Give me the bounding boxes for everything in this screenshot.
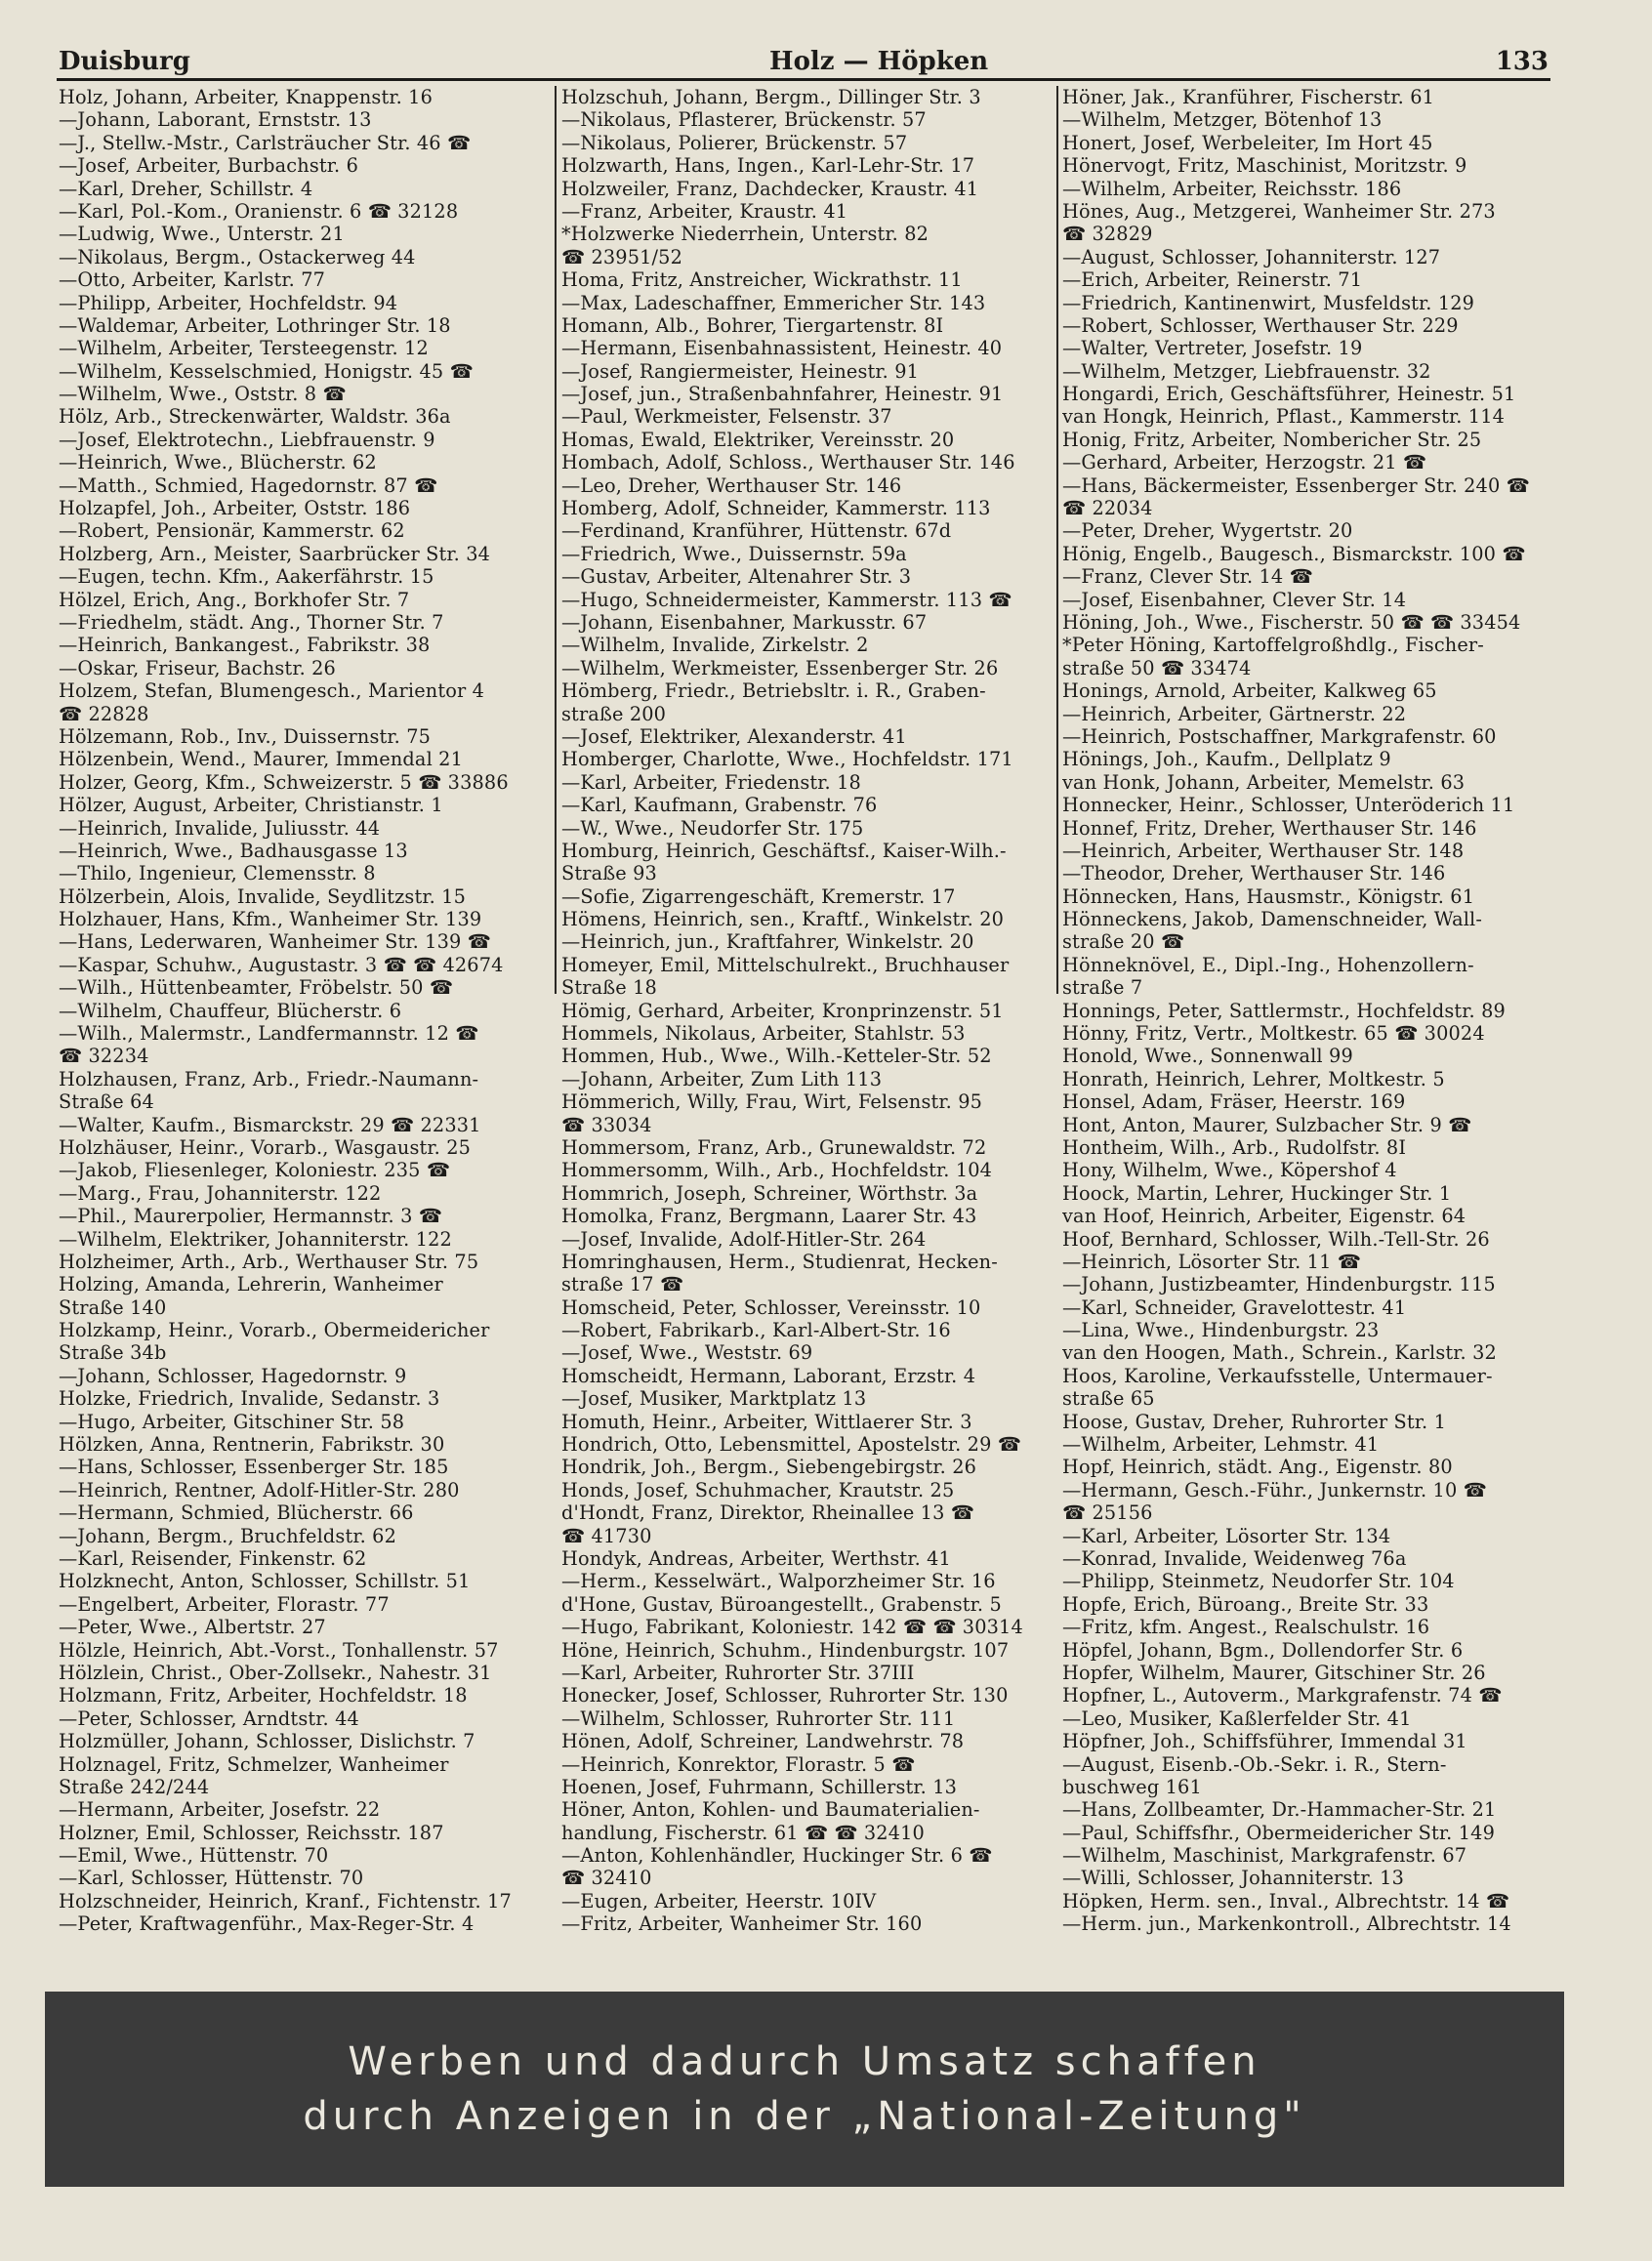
- directory-entry: —Karl, Reisender, Finkenstr. 62: [59, 1547, 367, 1570]
- directory-entry: Hönnecken, Hans, Hausmstr., Königstr. 61: [1062, 884, 1475, 908]
- directory-entry: Straße 93: [561, 862, 657, 885]
- directory-entry: —August, Schlosser, Johanniterstr. 127: [1062, 245, 1441, 268]
- directory-entry: —Ferdinand, Kranführer, Hüttenstr. 67d: [561, 519, 952, 543]
- city-heading: Duisburg: [59, 47, 190, 76]
- directory-entry: Hönig, Engelb., Baugesch., Bismarckstr. 100 ☎: [1062, 542, 1526, 565]
- directory-entry: —Friedrich, Kantinenwirt, Musfeldstr. 129: [1062, 291, 1475, 314]
- directory-entry: Homberg, Adolf, Schneider, Kammerstr. 113: [561, 497, 991, 520]
- directory-entry: Hommen, Hub., Wwe., Wilh.-Ketteler-Str. 52: [561, 1045, 992, 1068]
- directory-entry: Hoose, Gustav, Dreher, Ruhrorter Str. 1: [1062, 1410, 1447, 1433]
- directory-entry: —Fritz, Arbeiter, Wanheimer Str. 160: [561, 1912, 923, 1936]
- directory-entry: —Hermann, Schmied, Blücherstr. 66: [59, 1501, 414, 1525]
- directory-entry: —Walter, Vertreter, Josefstr. 19: [1062, 337, 1363, 360]
- directory-entry: Honrath, Heinrich, Lehrer, Moltkestr. 5: [1062, 1067, 1445, 1090]
- directory-entry: —Wilh., Malermstr., Landfermannstr. 12 ☎: [59, 1022, 479, 1046]
- directory-entry: —Engelbert, Arbeiter, Florastr. 77: [59, 1592, 390, 1616]
- advertisement-banner: [45, 1992, 1564, 2187]
- directory-entry: Hölzemann, Rob., Inv., Duissernstr. 75: [59, 724, 432, 748]
- directory-entry: Holzschneider, Heinrich, Kranf., Fichtenstr. 17: [59, 1889, 512, 1912]
- directory-entry: —Karl, Schlosser, Hüttenstr. 70: [59, 1867, 364, 1890]
- directory-entry: Honnecker, Heinr., Schlosser, Unteröderich 11: [1062, 794, 1515, 817]
- directory-entry: Hontheim, Wilh., Arb., Rudolfstr. 8I: [1062, 1135, 1407, 1159]
- directory-entry: —Waldemar, Arbeiter, Lothringer Str. 18: [59, 313, 451, 337]
- directory-entry: Hönen, Adolf, Schreiner, Landwehrstr. 78: [561, 1730, 965, 1753]
- directory-entry: Honnef, Fritz, Dreher, Werthauser Str. 146: [1062, 816, 1477, 840]
- directory-entry: Hondrik, Joh., Bergm., Siebengebirgstr. 26: [561, 1456, 977, 1479]
- directory-entry: Hommersom, Franz, Arb., Grunewaldstr. 72: [561, 1135, 987, 1159]
- directory-entry: Höpfner, Joh., Schiffsführer, Immendal 31: [1062, 1730, 1467, 1753]
- directory-column-1: [59, 86, 552, 1936]
- directory-entry: Höner, Jak., Kranführer, Fischerstr. 61: [1062, 86, 1435, 108]
- directory-entry: Holzner, Emil, Schlosser, Reichsstr. 187: [59, 1821, 444, 1844]
- directory-entry: —Josef, Elektriker, Alexanderstr. 41: [561, 724, 907, 748]
- running-head: [57, 39, 1550, 78]
- directory-entry: —Johann, Eisenbahner, Markusstr. 67: [561, 610, 928, 634]
- directory-entry: ☎ 22828: [59, 702, 149, 725]
- directory-entry: —Karl, Pol.-Kom., Oranienstr. 6 ☎ 32128: [59, 199, 459, 223]
- directory-entry: van Honk, Johann, Arbeiter, Memelstr. 63: [1062, 770, 1466, 794]
- directory-entry: straße 20 ☎: [1062, 930, 1185, 954]
- directory-entry: ☎ 22034: [1062, 497, 1153, 520]
- directory-entry: —Sofie, Zigarrengeschäft, Kremerstr. 17: [561, 884, 956, 908]
- directory-entry: —Leo, Dreher, Werthauser Str. 146: [561, 473, 902, 497]
- advertisement-line-2: durch Anzeigen in der „National-Zeitung": [303, 2094, 1306, 2139]
- directory-entry: Holzheimer, Arth., Arb., Werthauser Str. 75: [59, 1250, 479, 1273]
- directory-entry: straße 7: [1062, 976, 1143, 1000]
- directory-entry: —Wilhelm, Metzger, Bötenhof 13: [1062, 108, 1383, 132]
- directory-entry: Hoock, Martin, Lehrer, Huckinger Str. 1: [1062, 1181, 1452, 1205]
- directory-entry: —Karl, Arbeiter, Ruhrorter Str. 37III: [561, 1661, 915, 1684]
- directory-entry: Hoof, Bernhard, Schlosser, Wilh.-Tell-Str. 26: [1062, 1227, 1490, 1251]
- directory-entry: —Jakob, Fliesenleger, Koloniestr. 235 ☎: [59, 1159, 450, 1182]
- directory-entry: Hömig, Gerhard, Arbeiter, Kronprinzenstr. 51: [561, 999, 1004, 1022]
- directory-entry: Honert, Josef, Werbeleiter, Im Hort 45: [1062, 131, 1433, 154]
- directory-entry: —Karl, Dreher, Schillstr. 4: [59, 177, 313, 200]
- directory-entry: Homeyer, Emil, Mittelschulrekt., Bruchhauser: [561, 953, 1010, 976]
- directory-entry: Holzweiler, Franz, Dachdecker, Kraustr. 41: [561, 177, 979, 200]
- directory-entry: Hönings, Joh., Kaufm., Dellplatz 9: [1062, 748, 1391, 771]
- directory-entry: Hömens, Heinrich, sen., Kraftf., Winkelstr. 20: [561, 908, 1005, 931]
- directory-entry: —Johann, Bergm., Bruchfeldstr. 62: [59, 1524, 396, 1547]
- directory-entry: Hombach, Adolf, Schloss., Werthauser Str. 146: [561, 451, 1015, 474]
- directory-entry: —Hans, Lederwaren, Wanheimer Str. 139 ☎: [59, 930, 491, 954]
- directory-entry: —Wilhelm, Maschinist, Markgrafenstr. 67: [1062, 1844, 1467, 1868]
- directory-entry: Hömmerich, Willy, Frau, Wirt, Felsenstr. 95: [561, 1090, 983, 1114]
- directory-entry: —Nikolaus, Pflasterer, Brückenstr. 57: [561, 108, 927, 132]
- directory-entry: —August, Eisenb.-Ob.-Sekr. i. R., Stern-: [1062, 1752, 1447, 1776]
- directory-entry: Hondyk, Andreas, Arbeiter, Werthstr. 41: [561, 1547, 951, 1570]
- directory-entry: Holzer, Georg, Kfm., Schweizerstr. 5 ☎ 33886: [59, 770, 509, 794]
- directory-entry: Holzknecht, Anton, Schlosser, Schillstr. 51: [59, 1570, 471, 1593]
- directory-entry: Hönervogt, Fritz, Maschinist, Moritzstr. 9: [1062, 154, 1467, 178]
- directory-entry: —Matth., Schmied, Hagedornstr. 87 ☎: [59, 473, 438, 497]
- directory-entry: —Hugo, Arbeiter, Gitschiner Str. 58: [59, 1410, 405, 1433]
- directory-entry: —Thilo, Ingenieur, Clemensstr. 8: [59, 862, 376, 885]
- directory-entry: Homuth, Heinr., Arbeiter, Wittlaerer Str. 3: [561, 1410, 972, 1433]
- directory-entry: Honsel, Adam, Fräser, Heerstr. 169: [1062, 1090, 1406, 1114]
- directory-entry: —Karl, Kaufmann, Grabenstr. 76: [561, 794, 878, 817]
- directory-entry: —W., Wwe., Neudorfer Str. 175: [561, 816, 864, 840]
- directory-entry: —Johann, Arbeiter, Zum Lith 113: [561, 1067, 883, 1090]
- directory-entry: Honds, Josef, Schuhmacher, Krautstr. 25: [561, 1478, 955, 1501]
- directory-entry: Hoos, Karoline, Verkaufsstelle, Untermauer-: [1062, 1364, 1493, 1387]
- directory-entry: Hölzle, Heinrich, Abt.-Vorst., Tonhallenstr. 57: [59, 1638, 499, 1662]
- directory-entry: —Gustav, Arbeiter, Altenahrer Str. 3: [561, 565, 912, 589]
- directory-entry: Straße 140: [59, 1295, 167, 1319]
- directory-entry: —Leo, Musiker, Kaßlerfelder Str. 41: [1062, 1706, 1412, 1730]
- directory-entry: —Gerhard, Arbeiter, Herzogstr. 21 ☎: [1062, 451, 1427, 474]
- directory-entry: Hölzer, August, Arbeiter, Christianstr. 1: [59, 794, 443, 817]
- directory-entry: Hölzerbein, Alois, Invalide, Seydlitzstr. 15: [59, 884, 466, 908]
- directory-entry: Höning, Joh., Wwe., Fischerstr. 50 ☎ ☎ 33454: [1062, 610, 1521, 634]
- directory-entry: —Hermann, Gesch.-Führ., Junkernstr. 10 ☎: [1062, 1478, 1487, 1501]
- directory-entry: —Eugen, techn. Kfm., Aakerfährstr. 15: [59, 565, 434, 589]
- directory-entry: —Robert, Fabrikarb., Karl-Albert-Str. 16: [561, 1319, 951, 1342]
- directory-entry: —Kaspar, Schuhw., Augustastr. 3 ☎ ☎ 42674: [59, 953, 504, 976]
- header-rule: [57, 78, 1550, 81]
- directory-entry: Homberger, Charlotte, Wwe., Hochfeldstr. 171: [561, 748, 1013, 771]
- directory-entry: —Wilhelm, Metzger, Liebfrauenstr. 32: [1062, 359, 1431, 383]
- directory-entry: —Lina, Wwe., Hindenburgstr. 23: [1062, 1319, 1380, 1342]
- directory-column-3: [1062, 86, 1555, 1936]
- directory-entry: van Hongk, Heinrich, Pflast., Kammerstr. 114: [1062, 405, 1506, 429]
- directory-entry: Holz, Johann, Arbeiter, Knappenstr. 16: [59, 86, 433, 108]
- directory-entry: Holzhausen, Franz, Arb., Friedr.-Naumann-: [59, 1067, 479, 1090]
- directory-entry: Honig, Fritz, Arbeiter, Nombericher Str. 25: [1062, 428, 1482, 451]
- directory-entry: —Heinrich, Postschaffner, Markgrafenstr. 60: [1062, 724, 1497, 748]
- directory-entry: Holzhauer, Hans, Kfm., Wanheimer Str. 139: [59, 908, 482, 931]
- directory-entry: Straße 64: [59, 1090, 154, 1114]
- directory-entry: Homburg, Heinrich, Geschäftsf., Kaiser-Wilh.-: [561, 839, 1007, 862]
- directory-entry: —Hugo, Schneidermeister, Kammerstr. 113 ☎: [561, 588, 1012, 611]
- directory-entry: van den Hoogen, Math., Schrein., Karlstr. 32: [1062, 1341, 1497, 1365]
- directory-entry: —Hans, Zollbeamter, Dr.-Hammacher-Str. 21: [1062, 1798, 1497, 1822]
- directory-entry: Höner, Anton, Kohlen- und Baumaterialien-: [561, 1798, 980, 1822]
- page-number: 133: [1495, 47, 1549, 76]
- directory-entry: —Theodor, Dreher, Werthauser Str. 146: [1062, 862, 1446, 885]
- directory-entry: —Heinrich, Arbeiter, Werthauser Str. 148: [1062, 839, 1465, 862]
- directory-entry: —Robert, Pensionär, Kammerstr. 62: [59, 519, 405, 543]
- directory-entry: —Wilhelm, Elektriker, Johanniterstr. 122: [59, 1227, 452, 1251]
- directory-entry: —Wilhelm, Arbeiter, Lehmstr. 41: [1062, 1433, 1380, 1457]
- directory-entry: —Nikolaus, Bergm., Ostackerweg 44: [59, 245, 416, 268]
- directory-entry: —Hugo, Fabrikant, Koloniestr. 142 ☎ ☎ 30314: [561, 1616, 1023, 1639]
- directory-entry: —Josef, Elektrotechn., Liebfrauenstr. 9: [59, 428, 435, 451]
- directory-entry: buschweg 161: [1062, 1775, 1202, 1798]
- directory-entry: —Heinrich, Wwe., Badhausgasse 13: [59, 839, 408, 862]
- directory-entry: *Holzwerke Niederrhein, Unterstr. 82: [561, 223, 929, 246]
- directory-entry: Hönny, Fritz, Vertr., Moltkestr. 65 ☎ 30024: [1062, 1022, 1485, 1046]
- directory-entry: *Peter Höning, Kartoffelgroßhdlg., Fischer-: [1062, 634, 1484, 657]
- directory-entry: ☎ 41730: [561, 1524, 652, 1547]
- directory-entry: Hönneckens, Jakob, Damenschneider, Wall-: [1062, 908, 1483, 931]
- directory-entry: Höne, Heinrich, Schuhm., Hindenburgstr. 107: [561, 1638, 1010, 1662]
- directory-entry: —Fritz, kfm. Angest., Realschulstr. 16: [1062, 1616, 1430, 1639]
- directory-entry: ☎ 32829: [1062, 223, 1153, 246]
- directory-entry: —Franz, Arbeiter, Kraustr. 41: [561, 199, 848, 223]
- directory-entry: —Johann, Schlosser, Hagedornstr. 9: [59, 1364, 407, 1387]
- directory-entry: —Phil., Maurerpolier, Hermannstr. 3 ☎: [59, 1205, 442, 1228]
- directory-entry: Honold, Wwe., Sonnenwall 99: [1062, 1045, 1353, 1068]
- directory-entry: —Nikolaus, Polierer, Brückenstr. 57: [561, 131, 908, 154]
- directory-entry: Hony, Wilhelm, Wwe., Köpershof 4: [1062, 1159, 1397, 1182]
- directory-entry: —Hans, Schlosser, Essenberger Str. 185: [59, 1456, 449, 1479]
- directory-entry: —Max, Ladeschaffner, Emmericher Str. 143: [561, 291, 986, 314]
- directory-entry: —Wilhelm, Schlosser, Ruhrorter Str. 111: [561, 1706, 956, 1730]
- directory-entry: —Josef, Invalide, Adolf-Hitler-Str. 264: [561, 1227, 927, 1251]
- directory-entry: Holzke, Friedrich, Invalide, Sedanstr. 3: [59, 1387, 440, 1411]
- directory-entry: —Wilhelm, Invalide, Zirkelstr. 2: [561, 634, 869, 657]
- directory-entry: Honnings, Peter, Sattlermstr., Hochfeldstr. 89: [1062, 999, 1506, 1022]
- directory-entry: Hopfe, Erich, Büroang., Breite Str. 33: [1062, 1592, 1429, 1616]
- directory-entry: —Peter, Dreher, Wygertstr. 20: [1062, 519, 1353, 543]
- directory-entry: Hommersomm, Wilh., Arb., Hochfeldstr. 104: [561, 1159, 993, 1182]
- directory-entry: —Peter, Wwe., Albertstr. 27: [59, 1616, 326, 1639]
- directory-entry: d'Hondt, Franz, Direktor, Rheinallee 13 ☎: [561, 1501, 974, 1525]
- directory-entry: Hommrich, Joseph, Schreiner, Wörthstr. 3a: [561, 1181, 978, 1205]
- directory-entry: —Eugen, Arbeiter, Heerstr. 10IV: [561, 1889, 877, 1912]
- directory-entry: —Heinrich, jun., Kraftfahrer, Winkelstr. 20: [561, 930, 974, 954]
- directory-entry: —Heinrich, Wwe., Blücherstr. 62: [59, 451, 377, 474]
- directory-entry: Straße 18: [561, 976, 657, 1000]
- directory-entry: —Heinrich, Konrektor, Florastr. 5 ☎: [561, 1752, 916, 1776]
- directory-entry: —Karl, Arbeiter, Friedenstr. 18: [561, 770, 861, 794]
- directory-entry: Hölzel, Erich, Ang., Borkhofer Str. 7: [59, 588, 410, 611]
- directory-entry: Homann, Alb., Bohrer, Tiergartenstr. 8I: [561, 313, 944, 337]
- directory-entry: —Otto, Arbeiter, Karlstr. 77: [59, 268, 326, 292]
- directory-entry: Honecker, Josef, Schlosser, Ruhrorter Str. 130: [561, 1684, 1009, 1707]
- directory-entry: Hopf, Heinrich, städt. Ang., Eigenstr. 80: [1062, 1456, 1453, 1479]
- directory-entry: Hopfer, Wilhelm, Maurer, Gitschiner Str. 26: [1062, 1661, 1486, 1684]
- directory-entry: Holznagel, Fritz, Schmelzer, Wanheimer: [59, 1752, 449, 1776]
- directory-entry: ☎ 32234: [59, 1045, 149, 1068]
- directory-entry: —Robert, Schlosser, Werthauser Str. 229: [1062, 313, 1459, 337]
- directory-entry: —Willi, Schlosser, Johanniterstr. 13: [1062, 1867, 1405, 1890]
- directory-entry: Hoenen, Josef, Fuhrmann, Schillerstr. 13: [561, 1775, 958, 1798]
- directory-entry: Homolka, Franz, Bergmann, Laarer Str. 43: [561, 1205, 977, 1228]
- directory-entry: straße 50 ☎ 33474: [1062, 656, 1252, 679]
- directory-entry: —Heinrich, Rentner, Adolf-Hitler-Str. 280: [59, 1478, 460, 1501]
- directory-entry: Holzschuh, Johann, Bergm., Dillinger Str. 3: [561, 86, 981, 108]
- directory-entry: —Marg., Frau, Johanniterstr. 122: [59, 1181, 382, 1205]
- directory-entry: —Philipp, Steinmetz, Neudorfer Str. 104: [1062, 1570, 1455, 1593]
- directory-entry: handlung, Fischerstr. 61 ☎ ☎ 32410: [561, 1821, 925, 1844]
- directory-entry: Homa, Fritz, Anstreicher, Wickrathstr. 11: [561, 268, 963, 292]
- directory-column-2: [561, 86, 1050, 1936]
- directory-entry: —Herm. jun., Markenkontroll., Albrechtstr. 14: [1062, 1912, 1511, 1936]
- directory-entry: van Hoof, Heinrich, Arbeiter, Eigenstr. 64: [1062, 1205, 1466, 1228]
- directory-entry: —Emil, Wwe., Hüttenstr. 70: [59, 1844, 329, 1868]
- directory-entry: Holzkamp, Heinr., Vorarb., Obermeidericher: [59, 1319, 490, 1342]
- name-range-heading: Holz — Höpken: [769, 47, 989, 76]
- directory-entry: —Hermann, Eisenbahnassistent, Heinestr. 40: [561, 337, 1003, 360]
- directory-entry: straße 65: [1062, 1387, 1155, 1411]
- directory-entry: —Wilhelm, Arbeiter, Tersteegenstr. 12: [59, 337, 429, 360]
- directory-entry: Holzmann, Fritz, Arbeiter, Hochfeldstr. 18: [59, 1684, 468, 1707]
- directory-entry: d'Hone, Gustav, Büroangestellt., Grabenstr. 5: [561, 1592, 1002, 1616]
- directory-entry: ☎ 23951/52: [561, 245, 683, 268]
- directory-entry: Holzapfel, Joh., Arbeiter, Oststr. 186: [59, 497, 411, 520]
- directory-entry: —Friedrich, Wwe., Duissernstr. 59a: [561, 542, 907, 565]
- directory-entry: —Heinrich, Arbeiter, Gärtnerstr. 22: [1062, 702, 1407, 725]
- directory-entry: Hölz, Arb., Streckenwärter, Waldstr. 36a: [59, 405, 451, 429]
- directory-entry: Hommels, Nikolaus, Arbeiter, Stahlstr. 53: [561, 1022, 966, 1046]
- directory-entry: Hondrich, Otto, Lebensmittel, Apostelstr. 29 ☎: [561, 1433, 1021, 1457]
- directory-entry: —Wilhelm, Wwe., Oststr. 8 ☎: [59, 383, 347, 406]
- directory-entry: straße 17 ☎: [561, 1273, 684, 1296]
- directory-entry: Hopfner, L., Autoverm., Markgrafenstr. 74 ☎: [1062, 1684, 1503, 1707]
- directory-entry: —Wilhelm, Werkmeister, Essenberger Str. 26: [561, 656, 999, 679]
- directory-entry: —Josef, jun., Straßenbahnfahrer, Heinestr. 91: [561, 383, 1004, 406]
- directory-entry: —Friedhelm, städt. Ang., Thorner Str. 7: [59, 610, 444, 634]
- directory-entry: —Hermann, Arbeiter, Josefstr. 22: [59, 1798, 381, 1822]
- directory-entry: —Peter, Kraftwagenführ., Max-Reger-Str. 4: [59, 1912, 475, 1936]
- directory-entry: Hölzenbein, Wend., Maurer, Immendal 21: [59, 748, 463, 771]
- directory-entry: —J., Stellw.-Mstr., Carlsträucher Str. 46 ☎: [59, 131, 472, 154]
- directory-entry: —Erich, Arbeiter, Reinerstr. 71: [1062, 268, 1363, 292]
- directory-entry: —Konrad, Invalide, Weidenweg 76a: [1062, 1547, 1407, 1570]
- directory-entry: —Johann, Justizbeamter, Hindenburgstr. 115: [1062, 1273, 1496, 1296]
- directory-entry: —Heinrich, Bankangest., Fabrikstr. 38: [59, 634, 431, 657]
- directory-entry: ☎ 33034: [561, 1113, 652, 1136]
- directory-entry: —Hans, Bäckermeister, Essenberger Str. 240 ☎: [1062, 473, 1530, 497]
- directory-entry: Holzhäuser, Heinr., Vorarb., Wasgaustr. 25: [59, 1135, 472, 1159]
- directory-entry: —Herm., Kesselwärt., Walporzheimer Str. 16: [561, 1570, 996, 1593]
- directory-entry: Höpken, Herm. sen., Inval., Albrechtstr. 14 ☎: [1062, 1889, 1510, 1912]
- directory-entry: Hont, Anton, Maurer, Sulzbacher Str. 9 ☎: [1062, 1113, 1472, 1136]
- directory-entry: —Josef, Eisenbahner, Clever Str. 14: [1062, 588, 1407, 611]
- directory-entry: Straße 242/244: [59, 1775, 210, 1798]
- directory-entry: —Johann, Laborant, Ernststr. 13: [59, 108, 372, 132]
- directory-entry: —Paul, Werkmeister, Felsenstr. 37: [561, 405, 892, 429]
- directory-entry: straße 200: [561, 702, 667, 725]
- directory-entry: —Paul, Schiffsfhr., Obermeidericher Str. 149: [1062, 1821, 1495, 1844]
- directory-entry: —Josef, Musiker, Marktplatz 13: [561, 1387, 867, 1411]
- directory-entry: —Josef, Arbeiter, Burbachstr. 6: [59, 154, 358, 178]
- directory-entry: —Heinrich, Lösorter Str. 11 ☎: [1062, 1250, 1361, 1273]
- directory-entry: Hölzken, Anna, Rentnerin, Fabrikstr. 30: [59, 1433, 445, 1457]
- directory-entry: —Philipp, Arbeiter, Hochfeldstr. 94: [59, 291, 398, 314]
- directory-entry: Holzwarth, Hans, Ingen., Karl-Lehr-Str. 17: [561, 154, 975, 178]
- column-divider: [555, 86, 557, 994]
- directory-entry: —Wilhelm, Arbeiter, Reichsstr. 186: [1062, 177, 1402, 200]
- directory-entry: —Josef, Wwe., Weststr. 69: [561, 1341, 813, 1365]
- directory-entry: ☎ 32410: [561, 1867, 652, 1890]
- directory-entry: Hönneknövel, E., Dipl.-Ing., Hohenzollern-: [1062, 953, 1474, 976]
- directory-entry: Hömberg, Friedr., Betriebsltr. i. R., Graben-: [561, 679, 986, 703]
- directory-entry: ☎ 25156: [1062, 1501, 1153, 1525]
- directory-entry: —Karl, Arbeiter, Lösorter Str. 134: [1062, 1524, 1391, 1547]
- directory-entry: Hönes, Aug., Metzgerei, Wanheimer Str. 273: [1062, 199, 1496, 223]
- directory-entry: Homscheidt, Hermann, Laborant, Erzstr. 4: [561, 1364, 976, 1387]
- directory-entry: Hongardi, Erich, Geschäftsführer, Heinestr. 51: [1062, 383, 1516, 406]
- directory-entry: —Franz, Clever Str. 14 ☎: [1062, 565, 1313, 589]
- directory-entry: —Walter, Kaufm., Bismarckstr. 29 ☎ 22331: [59, 1113, 481, 1136]
- column-divider: [1056, 86, 1058, 994]
- directory-entry: Honings, Arnold, Arbeiter, Kalkweg 65: [1062, 679, 1437, 703]
- directory-entry: —Heinrich, Invalide, Juliusstr. 44: [59, 816, 381, 840]
- directory-entry: Holzmüller, Johann, Schlosser, Dislichstr. 7: [59, 1730, 475, 1753]
- directory-entry: —Peter, Schlosser, Arndtstr. 44: [59, 1706, 359, 1730]
- directory-entry: Straße 34b: [59, 1341, 167, 1365]
- directory-entry: —Wilhelm, Chauffeur, Blücherstr. 6: [59, 999, 402, 1022]
- directory-entry: —Josef, Rangiermeister, Heinestr. 91: [561, 359, 920, 383]
- directory-entry: Hölzlein, Christ., Ober-Zollsekr., Nahestr. 31: [59, 1661, 492, 1684]
- directory-entry: Holzing, Amanda, Lehrerin, Wanheimer: [59, 1273, 443, 1296]
- directory-entry: Höpfel, Johann, Bgm., Dollendorfer Str. 6: [1062, 1638, 1464, 1662]
- directory-entry: —Wilhelm, Kesselschmied, Honigstr. 45 ☎: [59, 359, 474, 383]
- advertisement-line-1: Werben und dadurch Umsatz schaffen: [348, 2039, 1261, 2084]
- directory-entry: —Anton, Kohlenhändler, Huckinger Str. 6 ☎: [561, 1844, 993, 1868]
- directory-entry: —Oskar, Friseur, Bachstr. 26: [59, 656, 336, 679]
- directory-entry: Homringhausen, Herm., Studienrat, Hecken-: [561, 1250, 998, 1273]
- directory-entry: Homscheid, Peter, Schlosser, Vereinsstr. 10: [561, 1295, 981, 1319]
- directory-entry: Holzberg, Arn., Meister, Saarbrücker Str. 34: [59, 542, 491, 565]
- directory-entry: Homas, Ewald, Elektriker, Vereinsstr. 20: [561, 428, 955, 451]
- directory-entry: —Karl, Schneider, Gravelottestr. 41: [1062, 1295, 1407, 1319]
- directory-entry: —Ludwig, Wwe., Unterstr. 21: [59, 223, 345, 246]
- directory-entry: Holzem, Stefan, Blumengesch., Marientor 4: [59, 679, 485, 703]
- directory-entry: —Wilh., Hüttenbeamter, Fröbelstr. 50 ☎: [59, 976, 454, 1000]
